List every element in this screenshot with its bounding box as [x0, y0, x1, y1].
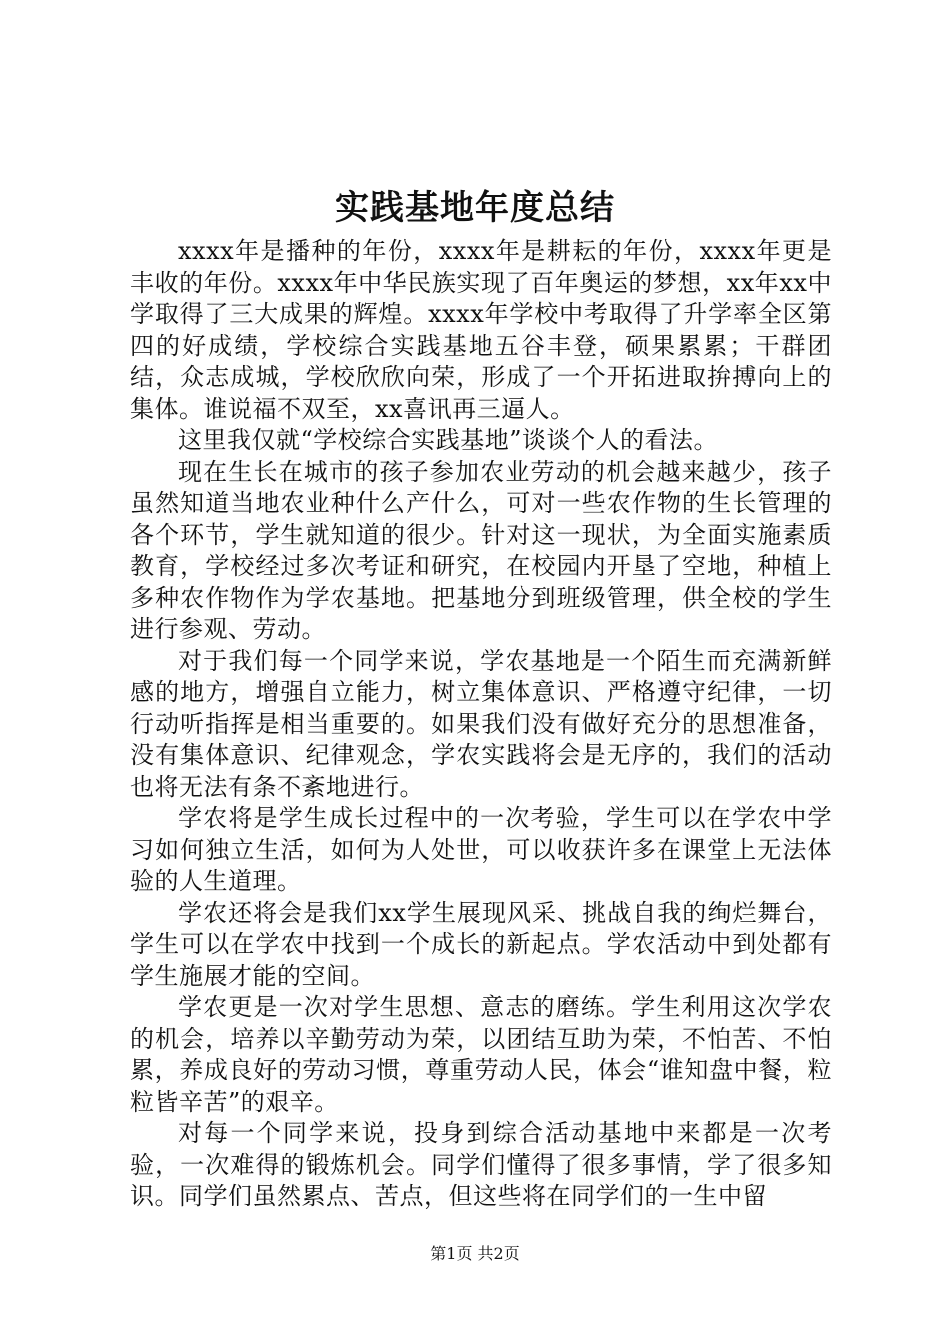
- paragraph: 对每一个同学来说，投身到综合活动基地中来都是一次考验，一次难得的锻炼机会。同学们懂得了很多事情，学了很多知识。同学们虽然累点、苦点，但这些将在同学们的一生中留: [130, 1119, 832, 1210]
- paragraph: 学农更是一次对学生思想、意志的磨练。学生利用这次学农的机会，培养以辛勤劳动为荣，以团结互助为荣，不怕苦、不怕累，养成良好的劳动习惯，尊重劳动人民，体会“谁知盘中餐，粒粒皆辛苦”的艰辛。: [130, 993, 832, 1116]
- document-body: [130, 236, 832, 1213]
- paragraph: 学农将是学生成长过程中的一次考验，学生可以在学农中学习如何独立生活，如何为人处世，可以收获许多在课堂上无法体验的人生道理。: [130, 804, 832, 895]
- paragraph: 对于我们每一个同学来说，学农基地是一个陌生而充满新鲜感的地方，增强自立能力，树立集体意识、严格遵守纪律，一切行动听指挥是相当重要的。如果我们没有做好充分的思想准备，没有集体意识、纪律观念，学农实践将会是无序的，我们的活动也将无法有条不紊地进行。: [130, 646, 832, 801]
- paragraph: 现在生长在城市的孩子参加农业劳动的机会越来越少，孩子虽然知道当地农业种什么产什么，可对一些农作物的生长管理的各个环节，学生就知道的很少。针对这一现状，为全面实施素质教育，学校经过多次考证和研究，在校园内开垦了空地，种植上多种农作物作为学农基地。把基地分到班级管理，供全校的学生进行参观、劳动。: [130, 457, 832, 643]
- paragraph: xxxx年是播种的年份，xxxx年是耕耘的年份，xxxx年更是丰收的年份。xxxx年中华民族实现了百年奥运的梦想，xx年xx中学取得了三大成果的辉煌。xxxx年学校中考取得了升学率全区第四的好成绩，学校综合实践基地五谷丰登，硕果累累；干群团结，众志成城，学校欣欣向荣，形成了一个开拓进取拚搏向上的集体。谁说福不双至，xx喜讯再三逼人。: [130, 237, 832, 423]
- document-title: 实践基地年度总结: [335, 188, 615, 228]
- page-footer: 第1页 共2页: [430, 1244, 520, 1263]
- paragraph: 学农还将会是我们xx学生展现风采、挑战自我的绚烂舞台，学生可以在学农中找到一个成长的新起点。学农活动中到处都有学生施展才能的空间。: [130, 898, 832, 990]
- paragraph: 这里我仅就“学校综合实践基地”谈谈个人的看法。: [178, 426, 719, 454]
